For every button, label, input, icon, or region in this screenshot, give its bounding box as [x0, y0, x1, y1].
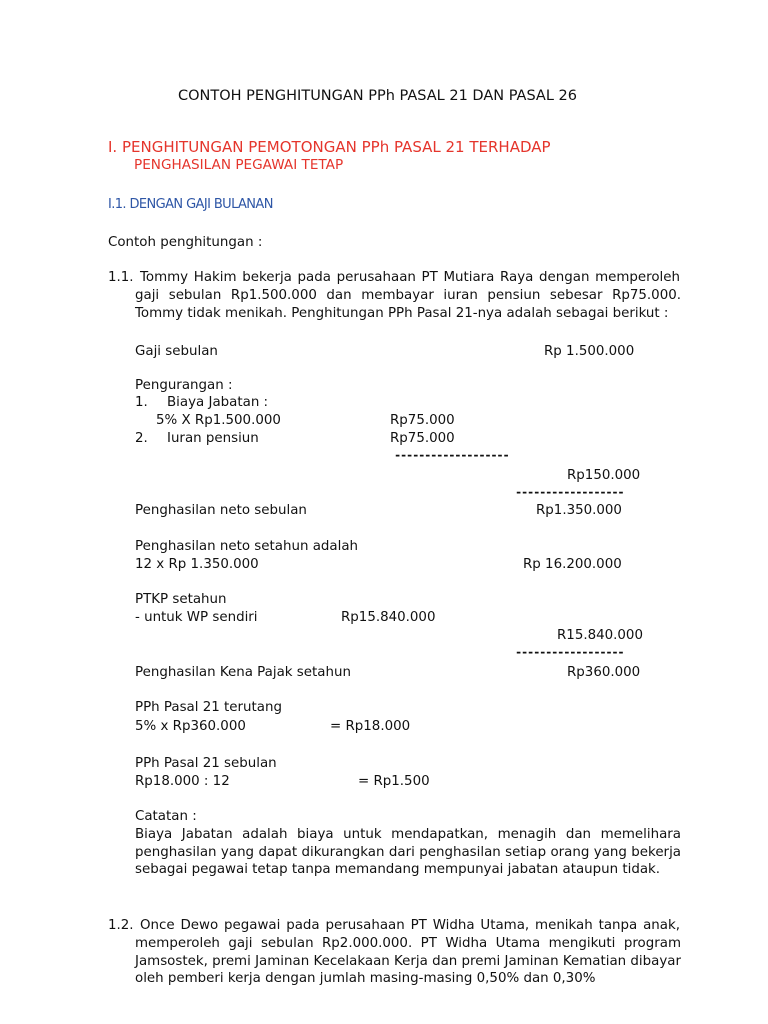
section-heading-line2: PENGHASILAN PEGAWAI TETAP — [134, 157, 344, 173]
example2-number: 1.2. — [108, 918, 134, 933]
neto-sebulan-label: Penghasilan neto sebulan — [135, 503, 307, 518]
gaji-label: Gaji sebulan — [135, 344, 218, 359]
ptkp-item: - untuk WP sendiri — [135, 610, 258, 625]
pph-terutang-value: = Rp18.000 — [330, 719, 411, 734]
pph-terutang-label: PPh Pasal 21 terutang — [135, 700, 282, 715]
pengurangan-label: Pengurangan : — [135, 378, 233, 393]
example1-text-line1: Tommy Hakim bekerja pada perusahaan PT Mutiara Raya dengan memperoleh — [140, 270, 680, 285]
neto-sebulan-value: Rp1.350.000 — [536, 503, 622, 518]
item1-number: 1. — [135, 395, 148, 410]
ptkp-total: R15.840.000 — [557, 628, 643, 643]
neto-setahun-value: Rp 16.200.000 — [523, 557, 622, 572]
item2-value: Rp75.000 — [390, 431, 455, 446]
pkp-label: Penghasilan Kena Pajak setahun — [135, 665, 351, 680]
catatan-label: Catatan : — [135, 809, 197, 824]
example2-text-line1: Once Dewo pegawai pada perusahaan PT Widha Utama, menikah tanpa anak, — [140, 918, 680, 933]
subsection-heading: I.1. DENGAN GAJI BULANAN — [108, 197, 273, 212]
separator-line: ------------------- — [394, 448, 509, 462]
item1-value: Rp75.000 — [390, 413, 455, 428]
pph-sebulan-value: = Rp1.500 — [358, 774, 430, 789]
example1-number: 1.1. — [108, 270, 134, 285]
gaji-value: Rp 1.500.000 — [544, 344, 635, 359]
pph-sebulan-label: PPh Pasal 21 sebulan — [135, 756, 277, 771]
pph-terutang-calc: 5% x Rp360.000 — [135, 719, 246, 734]
item2-label: Iuran pensiun — [167, 431, 259, 446]
neto-setahun-calc: 12 x Rp 1.350.000 — [135, 557, 259, 572]
separator-line: ------------------ — [515, 485, 624, 499]
item1-label: Biaya Jabatan : — [167, 395, 269, 410]
ptkp-item-value: Rp15.840.000 — [341, 610, 436, 625]
example2-text: memperoleh gaji sebulan Rp2.000.000. PT Widha Utama mengikuti program Jamsostek, premi Jaminan Kecelakaan Kerja dan premi Jaminan Kematian dibayar oleh pemberi kerja dengan jumlah masing-masing 0,50% dan 0,30% — [135, 936, 681, 986]
separator-line: ------------------ — [515, 645, 624, 659]
ptkp-label: PTKP setahun — [135, 592, 227, 607]
pkp-value: Rp360.000 — [567, 665, 641, 680]
page-title: CONTOH PENGHITUNGAN PPh PASAL 21 DAN PASAL 26 — [178, 88, 577, 104]
pph-sebulan-calc: Rp18.000 : 12 — [135, 774, 230, 789]
total-pengurangan: Rp150.000 — [567, 468, 641, 483]
item1-calc: 5% X Rp1.500.000 — [156, 413, 281, 428]
section-heading-line1: I. PENGHITUNGAN PEMOTONGAN PPh PASAL 21 TERHADAP — [108, 138, 551, 156]
example1-text: gaji sebulan Rp1.500.000 dan membayar iuran pensiun sebesar Rp75.000. Tommy tidak menikah. Penghitungan PPh Pasal 21-nya adalah sebagai berikut : — [135, 288, 681, 321]
neto-setahun-label: Penghasilan neto setahun adalah — [135, 539, 359, 554]
catatan-text: Biaya Jabatan adalah biaya untuk mendapatkan, menagih dan memelihara penghasilan yang dapat dikurangkan dari penghasilan setiap orang yang bekerja sebagai pegawai tetap tanpa memandang mempunyai jabatan ataupun tidak. — [135, 827, 681, 877]
item2-number: 2. — [135, 431, 148, 446]
intro-text: Contoh penghitungan : — [108, 235, 263, 250]
